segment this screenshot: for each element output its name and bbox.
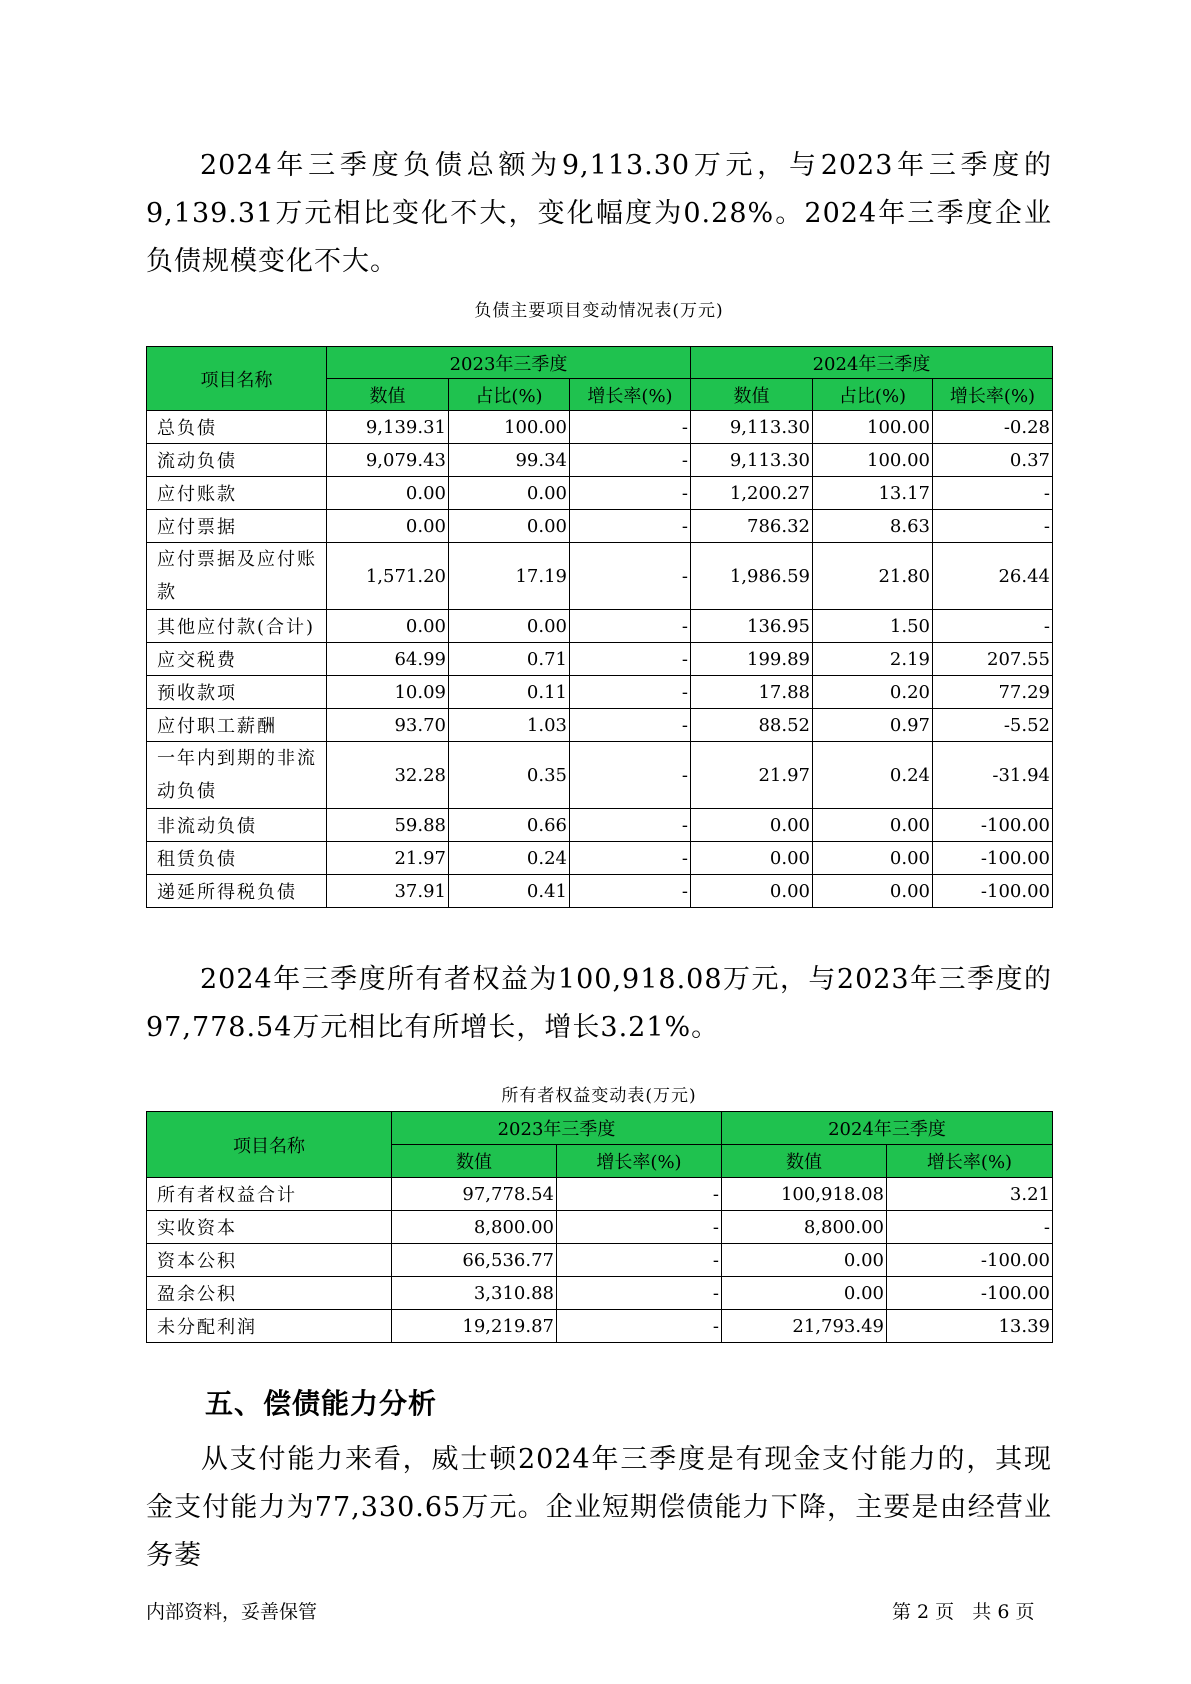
value-2023: 21.97: [327, 842, 449, 875]
share-2024: 0.00: [813, 875, 933, 908]
growth-2024: -31.94: [933, 742, 1053, 809]
row-name: 总负债: [147, 411, 327, 444]
value-2023: 0.00: [327, 610, 449, 643]
debt-header-2023: 2023年三季度: [327, 347, 691, 379]
growth-2024: -0.28: [933, 411, 1053, 444]
growth-2023: -: [570, 444, 691, 477]
growth-2024: -100.00: [933, 842, 1053, 875]
equity-header-value-2024: 数值: [722, 1145, 887, 1178]
row-name: 其他应付款(合计): [147, 610, 327, 643]
growth-2024: 13.39: [887, 1310, 1053, 1343]
growth-2024: 26.44: [933, 543, 1053, 610]
table-row: [147, 676, 1053, 709]
value-2023: 93.70: [327, 709, 449, 742]
growth-2024: -100.00: [887, 1277, 1053, 1310]
value-2023: 64.99: [327, 643, 449, 676]
growth-2024: -: [887, 1211, 1053, 1244]
share-2023: 99.34: [449, 444, 570, 477]
growth-2023: -: [570, 809, 691, 842]
debt-summary-text: 2024年三季度负债总额为9,113.30万元，与2023年三季度的9,139.31万元相比变化不大，变化幅度为0.28%。2024年三季度企业负债规模变化不大。: [146, 150, 1052, 277]
share-2023: 0.66: [449, 809, 570, 842]
value-2023: 97,778.54: [392, 1178, 557, 1211]
table-row: [147, 1310, 1053, 1343]
value-2023: 1,571.20: [327, 543, 449, 610]
share-2024: 21.80: [813, 543, 933, 610]
row-name: 流动负债: [147, 444, 327, 477]
row-name: 应付账款: [147, 477, 327, 510]
table-row: [147, 643, 1053, 676]
table-row: [147, 1178, 1053, 1211]
growth-2023: -: [570, 676, 691, 709]
solvency-paragraph: [146, 1436, 1052, 1580]
equity-table-caption: 所有者权益变动表(万元): [501, 1086, 697, 1106]
equity-header-growth-2023: 增长率(%): [557, 1145, 722, 1178]
debt-header-value-2023: 数值: [327, 379, 449, 411]
value-2024: 88.52: [691, 709, 813, 742]
share-2024: 0.00: [813, 842, 933, 875]
share-2023: 0.71: [449, 643, 570, 676]
value-2024: 0.00: [691, 809, 813, 842]
table-row: [147, 610, 1053, 643]
growth-2023: -: [570, 477, 691, 510]
share-2023: 1.03: [449, 709, 570, 742]
equity-header-item: 项目名称: [147, 1112, 392, 1178]
debt-table-caption: 负债主要项目变动情况表(万元): [474, 301, 724, 321]
row-name: 未分配利润: [147, 1310, 392, 1343]
value-2024: 136.95: [691, 610, 813, 643]
growth-2023: -: [570, 411, 691, 444]
value-2024: 0.00: [722, 1277, 887, 1310]
value-2024: 199.89: [691, 643, 813, 676]
value-2024: 1,200.27: [691, 477, 813, 510]
table-row: [147, 444, 1053, 477]
value-2024: 21.97: [691, 742, 813, 809]
growth-2024: 3.21: [887, 1178, 1053, 1211]
value-2023: 9,079.43: [327, 444, 449, 477]
share-2024: 100.00: [813, 411, 933, 444]
row-name: 实收资本: [147, 1211, 392, 1244]
value-2023: 19,219.87: [392, 1310, 557, 1343]
growth-2023: -: [570, 709, 691, 742]
section-heading: 五、偿债能力分析: [205, 1387, 438, 1420]
share-2023: 17.19: [449, 543, 570, 610]
value-2024: 0.00: [691, 875, 813, 908]
footer-confidential-note: 内部资料，妥善保管: [146, 1601, 318, 1623]
share-2023: 0.00: [449, 610, 570, 643]
row-name: 应付职工薪酬: [147, 709, 327, 742]
growth-2024: 0.37: [933, 444, 1053, 477]
growth-2023: -: [570, 842, 691, 875]
row-name: 所有者权益合计: [147, 1178, 392, 1211]
table-row: [147, 411, 1053, 444]
value-2023: 10.09: [327, 676, 449, 709]
debt-header-growth-2024: 增长率(%): [933, 379, 1053, 411]
growth-2024: -: [933, 610, 1053, 643]
value-2023: 66,536.77: [392, 1244, 557, 1277]
table-row: [147, 543, 1053, 610]
row-name: 资本公积: [147, 1244, 392, 1277]
value-2023: 37.91: [327, 875, 449, 908]
row-name: 盈余公积: [147, 1277, 392, 1310]
table-row: [147, 709, 1053, 742]
table-row: [147, 809, 1053, 842]
share-2023: 100.00: [449, 411, 570, 444]
share-2024: 0.97: [813, 709, 933, 742]
debt-header-2024: 2024年三季度: [691, 347, 1053, 379]
table-row: [147, 510, 1053, 543]
share-2024: 0.20: [813, 676, 933, 709]
value-2024: 0.00: [722, 1244, 887, 1277]
row-name: 一年内到期的非流动负债: [147, 742, 327, 809]
debt-header-share-2024: 占比(%): [813, 379, 933, 411]
table-row: [147, 842, 1053, 875]
share-2023: 0.35: [449, 742, 570, 809]
value-2023: 0.00: [327, 477, 449, 510]
equity-header-value-2023: 数值: [392, 1145, 557, 1178]
growth-2023: -: [557, 1244, 722, 1277]
growth-2023: -: [570, 643, 691, 676]
table-row: [147, 1211, 1053, 1244]
row-name: 租赁负债: [147, 842, 327, 875]
table-row: [147, 477, 1053, 510]
table-row: [147, 1244, 1053, 1277]
row-name: 应交税费: [147, 643, 327, 676]
share-2023: 0.41: [449, 875, 570, 908]
equity-table: [146, 1111, 1053, 1343]
share-2023: 0.24: [449, 842, 570, 875]
value-2023: 59.88: [327, 809, 449, 842]
table-row: [147, 1277, 1053, 1310]
growth-2024: -100.00: [933, 809, 1053, 842]
value-2024: 9,113.30: [691, 411, 813, 444]
equity-header-growth-2024: 增长率(%): [887, 1145, 1053, 1178]
growth-2024: 77.29: [933, 676, 1053, 709]
equity-summary-paragraph: [146, 956, 1052, 1052]
value-2024: 9,113.30: [691, 444, 813, 477]
share-2024: 0.00: [813, 809, 933, 842]
growth-2023: -: [570, 742, 691, 809]
share-2023: 0.11: [449, 676, 570, 709]
debt-header-share-2023: 占比(%): [449, 379, 570, 411]
value-2023: 8,800.00: [392, 1211, 557, 1244]
share-2024: 2.19: [813, 643, 933, 676]
value-2024: 21,793.49: [722, 1310, 887, 1343]
growth-2023: -: [557, 1277, 722, 1310]
value-2024: 0.00: [691, 842, 813, 875]
row-name: 应付票据及应付账款: [147, 543, 327, 610]
footer-page-number: 第 2 页 共 6 页: [892, 1601, 1035, 1623]
growth-2023: -: [557, 1211, 722, 1244]
equity-header-2023: 2023年三季度: [392, 1112, 722, 1145]
growth-2024: -: [933, 477, 1053, 510]
growth-2024: -100.00: [933, 875, 1053, 908]
growth-2023: -: [557, 1178, 722, 1211]
debt-header-value-2024: 数值: [691, 379, 813, 411]
growth-2024: 207.55: [933, 643, 1053, 676]
row-name: 预收款项: [147, 676, 327, 709]
value-2023: 9,139.31: [327, 411, 449, 444]
solvency-text: 从支付能力来看，威士顿2024年三季度是有现金支付能力的，其现金支付能力为77,330.65万元。企业短期偿债能力下降，主要是由经营业务萎: [146, 1444, 1052, 1571]
value-2024: 786.32: [691, 510, 813, 543]
table-row: [147, 875, 1053, 908]
share-2023: 0.00: [449, 477, 570, 510]
value-2023: 32.28: [327, 742, 449, 809]
debt-summary-paragraph: [146, 142, 1052, 286]
growth-2023: -: [570, 543, 691, 610]
share-2024: 100.00: [813, 444, 933, 477]
value-2024: 1,986.59: [691, 543, 813, 610]
row-name: 非流动负债: [147, 809, 327, 842]
table-row: [147, 742, 1053, 809]
value-2023: 3,310.88: [392, 1277, 557, 1310]
growth-2024: -: [933, 510, 1053, 543]
share-2024: 8.63: [813, 510, 933, 543]
value-2023: 0.00: [327, 510, 449, 543]
row-name: 应付票据: [147, 510, 327, 543]
growth-2023: -: [570, 610, 691, 643]
growth-2023: -: [557, 1310, 722, 1343]
debt-header-growth-2023: 增长率(%): [570, 379, 691, 411]
equity-summary-text: 2024年三季度所有者权益为100,918.08万元，与2023年三季度的97,778.54万元相比有所增长，增长3.21%。: [146, 964, 1052, 1043]
debt-header-item: 项目名称: [147, 347, 327, 411]
value-2024: 100,918.08: [722, 1178, 887, 1211]
share-2024: 0.24: [813, 742, 933, 809]
row-name: 递延所得税负债: [147, 875, 327, 908]
growth-2024: -5.52: [933, 709, 1053, 742]
growth-2023: -: [570, 510, 691, 543]
growth-2024: -100.00: [887, 1244, 1053, 1277]
value-2024: 8,800.00: [722, 1211, 887, 1244]
share-2023: 0.00: [449, 510, 570, 543]
debt-table: [146, 346, 1053, 908]
value-2024: 17.88: [691, 676, 813, 709]
growth-2023: -: [570, 875, 691, 908]
equity-header-2024: 2024年三季度: [722, 1112, 1053, 1145]
share-2024: 13.17: [813, 477, 933, 510]
share-2024: 1.50: [813, 610, 933, 643]
